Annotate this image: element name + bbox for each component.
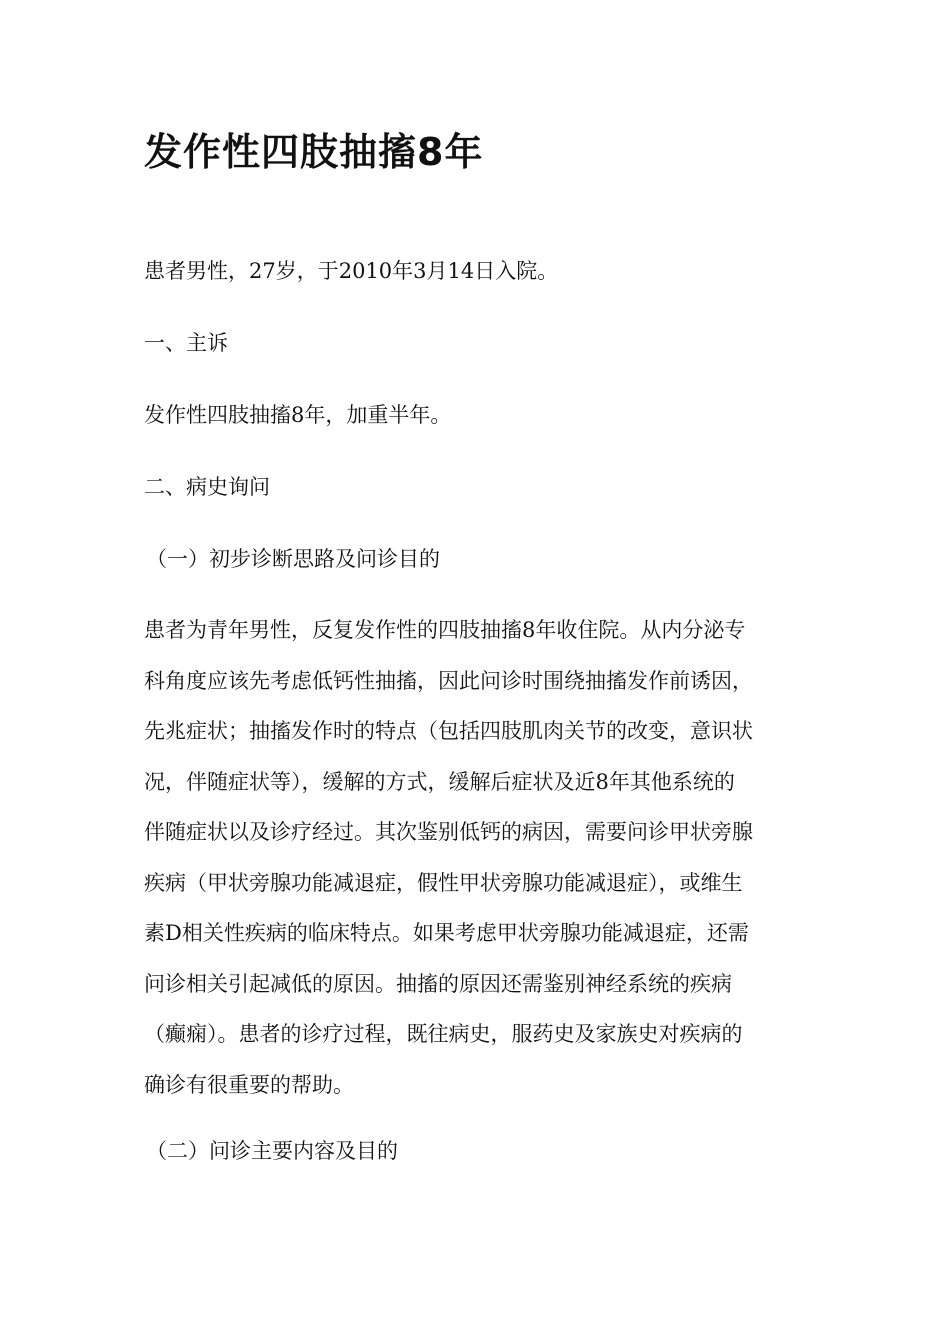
paragraph-line: 况，伴随症状等），缓解的方式，缓解后症状及近8年其他系统的 xyxy=(144,769,735,794)
section-heading-history: 二、病史询问 xyxy=(144,475,270,499)
paragraph-line: 伴随症状以及诊疗经过。其次鉴别低钙的病因，需要问诊甲状旁腺 xyxy=(144,820,753,844)
diagnosis-approach-paragraph xyxy=(144,605,799,1110)
paragraph-line: 问诊相关引起减低的原因。抽搐的原因还需鉴别神经系统的疾病 xyxy=(144,971,732,996)
paragraph-line: 科角度应该先考虑低钙性抽搐，因此问诊时围绕抽搐发作前诱因， xyxy=(144,668,753,693)
paragraph-line: 患者为青年男性，反复发作性的四肢抽搐8年收住院。从内分泌专 xyxy=(144,618,746,642)
paragraph-line: （癫痫）。患者的诊疗过程，既往病史，服药史及家族史对疾病的 xyxy=(144,1022,743,1046)
patient-intro: 患者男性，27岁，于2010年3月14日入院。 xyxy=(144,259,559,283)
chief-complaint-text: 发作性四肢抽搐8年，加重半年。 xyxy=(144,403,452,427)
paragraph-line: 先兆症状；抽搐发作时的特点（包括四肢肌肉关节的改变，意识状 xyxy=(144,719,753,743)
paragraph-line: 素D相关性疾病的临床特点。如果考虑甲状旁腺功能减退症，还需 xyxy=(144,921,749,945)
subsection-heading-diagnosis-approach: （一）初步诊断思路及问诊目的 xyxy=(146,547,440,571)
paragraph-line: 疾病（甲状旁腺功能减退症，假性甲状旁腺功能减退症），或维生 xyxy=(144,870,743,895)
document-title: 发作性四肢抽搐8年 xyxy=(144,130,484,174)
subsection-heading-inquiry-content: （二）问诊主要内容及目的 xyxy=(146,1139,398,1163)
section-heading-chief-complaint: 一、主诉 xyxy=(144,331,228,355)
paragraph-line: 确诊有很重要的帮助。 xyxy=(144,1072,354,1097)
